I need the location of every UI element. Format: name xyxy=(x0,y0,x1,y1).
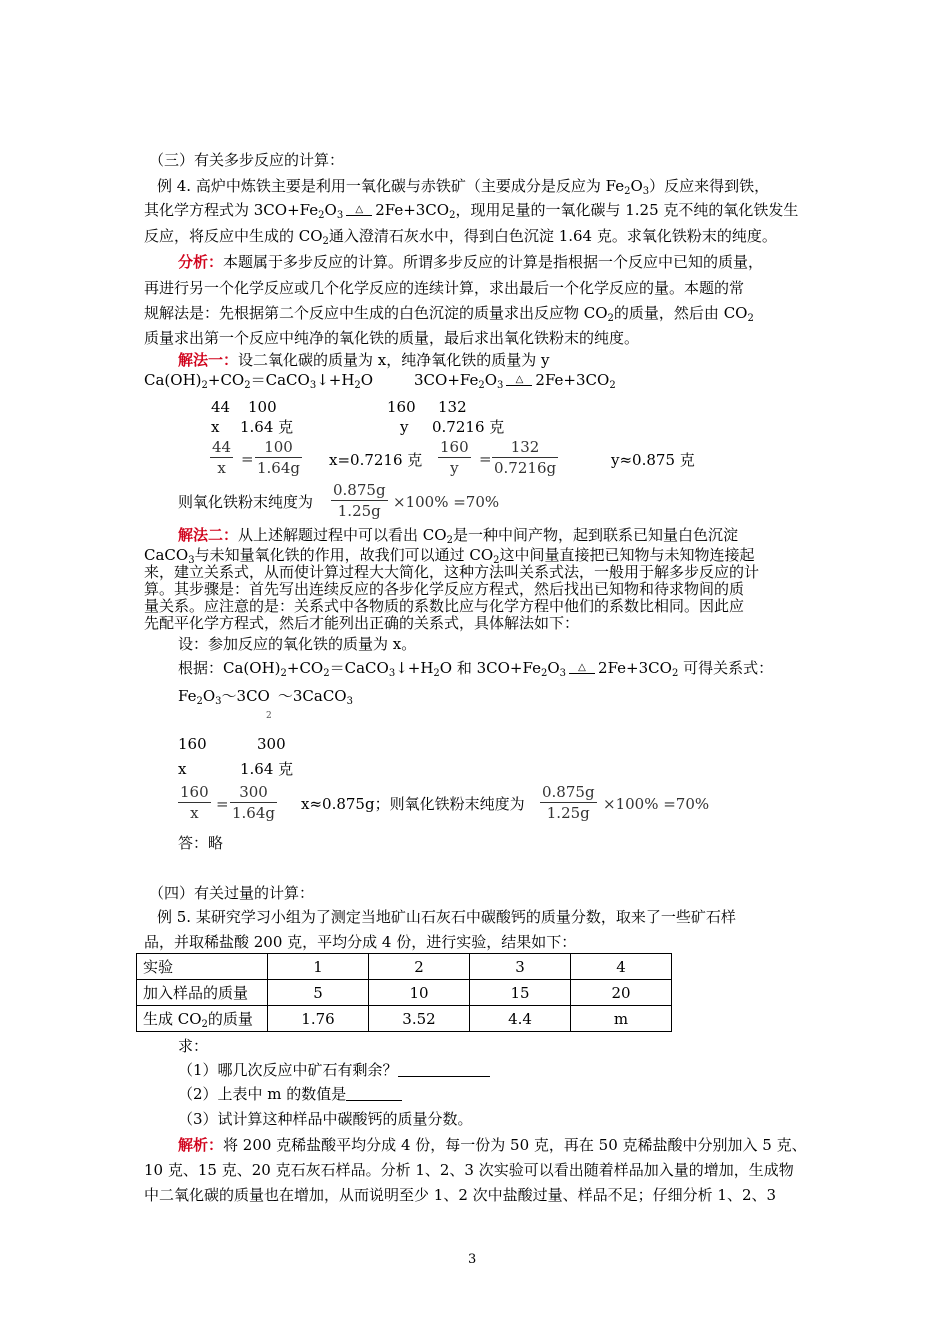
relation-line: $Fe_2O_3\sim 3CO$ ～3CaCO$_3$ xyxy=(178,687,353,707)
section4-heading: （四）有关过量的计算： xyxy=(149,884,315,902)
table-cell: 实验 xyxy=(137,954,268,980)
table-cell: 3.52 xyxy=(369,1006,470,1032)
table-cell: 生成 $CO_2$的质量 xyxy=(137,1006,268,1032)
unknown-y: y xyxy=(400,418,409,436)
method2-line1: 解法二：从上述解题过程中可以看出 $CO_2$是一种中间产物，起到联系已知量白色沉淀 xyxy=(178,526,738,546)
fraction-44-x: 44 x xyxy=(212,438,232,477)
example5-line2: 品，并取稀盐酸 200 克，平均分成 4 份，进行实验，结果如下： xyxy=(144,933,577,951)
method2-line3: 来，建立关系式，从而使计算过程大大简化，这种方法叫关系式法，一般用于解多步反应的计 xyxy=(144,563,760,581)
fraction-160-y: 160 y xyxy=(440,438,469,477)
table-cell: 4 xyxy=(571,954,672,980)
page-number: 3 xyxy=(468,1252,477,1267)
set-line: 设：参加反应的氧化铁的质量为 x。 xyxy=(178,635,417,653)
relation-subscript: 2 xyxy=(266,711,272,721)
fraction-purity-2: 0.875g 1.25g xyxy=(542,783,595,822)
solution-line2: 10 克、15 克、20 克石灰石样品。分析 1、2、3 次实验可以看出随着样品加入量的增加，生成物 xyxy=(144,1161,794,1179)
table-row xyxy=(137,1006,672,1032)
fraction-purity: 0.875g 1.25g xyxy=(333,481,386,520)
solution-line3: 中二氧化碳的质量也在增加，从而说明至少 1、2 次中盐酸过量、样品不足；仔细分析 1、2、3 xyxy=(144,1186,777,1204)
equals-sign: = xyxy=(241,450,254,468)
basis-line: 根据：$Ca(OH)_2+CO_2=CaCO_3↓+H_2O$ 和 $3CO+Fe_2O_3\triangle$ $2Fe+3CO_2$ 可得关系式： xyxy=(178,659,774,679)
method2-line2: CaCO$_3$与未知量氧化铁的作用，故我们可以通过 $CO_2$这中间量直接把已知物与未知物连接起 xyxy=(144,546,755,566)
table-cell: 3 xyxy=(470,954,571,980)
table-cell: 加入样品的质量 xyxy=(137,980,268,1006)
question-3: （3）试计算这种样品中碳酸钙的质量分数。 xyxy=(178,1110,473,1128)
table-cell: 20 xyxy=(571,980,672,1006)
mass-100: 100 xyxy=(248,398,277,416)
heat-condition-mark: △ xyxy=(569,662,595,674)
example4-line1: 例 4. 高炉中炼铁主要是利用一氧化碳与赤铁矿（主要成分是反应为 $Fe_2O_3$）反应来得到铁， xyxy=(157,177,770,197)
answer-blank xyxy=(346,1100,402,1101)
mass-132: 132 xyxy=(438,398,467,416)
unknown-x: x xyxy=(211,418,220,436)
table-row xyxy=(137,980,672,1006)
fraction-300-164g: 300 1.64g xyxy=(232,783,276,822)
mass-160: 160 xyxy=(387,398,416,416)
purity-suffix-2: ×100% =70% xyxy=(603,795,710,813)
analysis-line4: 质量求出第一个反应中纯净的氧化铁的质量，最后求出氧化铁粉末的纯度。 xyxy=(144,329,640,347)
analysis-line2: 再进行另一个化学反应或几个化学反应的连续计算，求出最后一个化学反应的量。本题的常 xyxy=(144,279,745,297)
method2-line6: 先配平化学方程式，然后才能列出正确的关系式，具体解法如下： xyxy=(144,614,580,632)
analysis-line1: 分析：本题属于多步反应的计算。所谓多步反应的计算是指根据一个反应中已知的质量， xyxy=(178,253,764,271)
method1-line: 解法一：设二氧化碳的质量为 x，纯净氧化铁的质量为 y xyxy=(178,351,550,369)
result-line-2: x≈0.875g；则氧化铁粉末纯度为 xyxy=(301,795,525,813)
rel-mass-1-64: 1.64 克 xyxy=(240,760,294,778)
equals-sign: = xyxy=(216,795,229,813)
table-cell: 5 xyxy=(268,980,369,1006)
mass-0-7216: 0.7216 克 xyxy=(432,418,505,436)
example4-line3: 反应，将反应中生成的 $CO_2$通入澄清石灰水中，得到白色沉淀 1.64 克。求氧化铁粉末的纯度。 xyxy=(144,227,777,247)
table-row xyxy=(137,954,672,980)
analysis-line3: 规解法是：先根据第二个反应中生成的白色沉淀的质量求出反应物 $CO_2$的质量，然后由 $CO_2$ xyxy=(144,304,754,324)
example4-line2: 其化学方程式为 $3CO+Fe_2O_3\triangle$ $2Fe+3CO_2$，现用足量的一氧化碳与 1.25 克不纯的氧化铁发生 xyxy=(144,201,799,221)
rel-unknown-x: x xyxy=(178,760,187,778)
analysis-label: 分析： xyxy=(178,253,224,271)
rel-mass-160: 160 xyxy=(178,735,207,753)
method2-line4: 算。其步骤是：首先写出连续反应的各步化学反应方程式，然后找出已知物和待求物间的质 xyxy=(144,580,745,598)
method2-label: 解法二： xyxy=(178,526,239,544)
purity-suffix: ×100% =70% xyxy=(393,493,500,511)
fraction-160-x: 160 x xyxy=(180,783,209,822)
method1-label: 解法一： xyxy=(178,351,239,369)
result-x: x=0.7216 克 xyxy=(329,451,423,469)
table-cell: 10 xyxy=(369,980,470,1006)
table-cell: 1 xyxy=(268,954,369,980)
equals-sign: = xyxy=(479,450,492,468)
example5-line1: 例 5. 某研究学习小组为了测定当地矿山石灰石中碳酸钙的质量分数，取来了一些矿石样 xyxy=(157,908,736,926)
solution-label: 解析： xyxy=(178,1136,224,1154)
rel-mass-300: 300 xyxy=(257,735,286,753)
table-cell: 2 xyxy=(369,954,470,980)
section3-heading: （三）有关多步反应的计算： xyxy=(149,151,345,169)
ask-line: 求： xyxy=(178,1037,209,1055)
results-table xyxy=(136,953,672,1032)
method2-line5: 量关系。应注意的是：关系式中各物质的系数比应与化学方程中他们的系数比相同。因此应 xyxy=(144,597,745,615)
heat-condition-mark: △ xyxy=(346,204,372,216)
equation-caco3: $Ca(OH)_2+CO_2=CaCO_3↓+H_2O$ xyxy=(144,371,374,391)
table-cell: 15 xyxy=(470,980,571,1006)
table-cell: m xyxy=(571,1006,672,1032)
answer-blank xyxy=(398,1076,490,1077)
fraction-132-07216g: 132 0.7216g xyxy=(494,438,557,477)
purity-prefix: 则氧化铁粉末纯度为 xyxy=(178,493,314,511)
table-cell: 4.4 xyxy=(470,1006,571,1032)
solution-line1: 解析：将 200 克稀盐酸平均分成 4 份，每一份为 50 克，再在 50 克稀盐酸中分别加入 5 克、 xyxy=(178,1136,807,1154)
equation-iron: $3CO+Fe_2O_3\triangle$ $2Fe+3CO_2$ xyxy=(414,371,616,391)
mass-44: 44 xyxy=(211,398,231,416)
fraction-100-164g: 100 1.64g xyxy=(257,438,301,477)
result-y: y≈0.875 克 xyxy=(611,451,695,469)
heat-condition-mark: △ xyxy=(506,374,532,386)
table-cell: 1.76 xyxy=(268,1006,369,1032)
answer-line: 答：略 xyxy=(178,834,224,852)
question-2: （2）上表中 m 的数值是 xyxy=(178,1084,402,1104)
mass-1-64: 1.64 克 xyxy=(240,418,294,436)
question-1: （1）哪几次反应中矿石有剩余？ xyxy=(178,1060,490,1080)
